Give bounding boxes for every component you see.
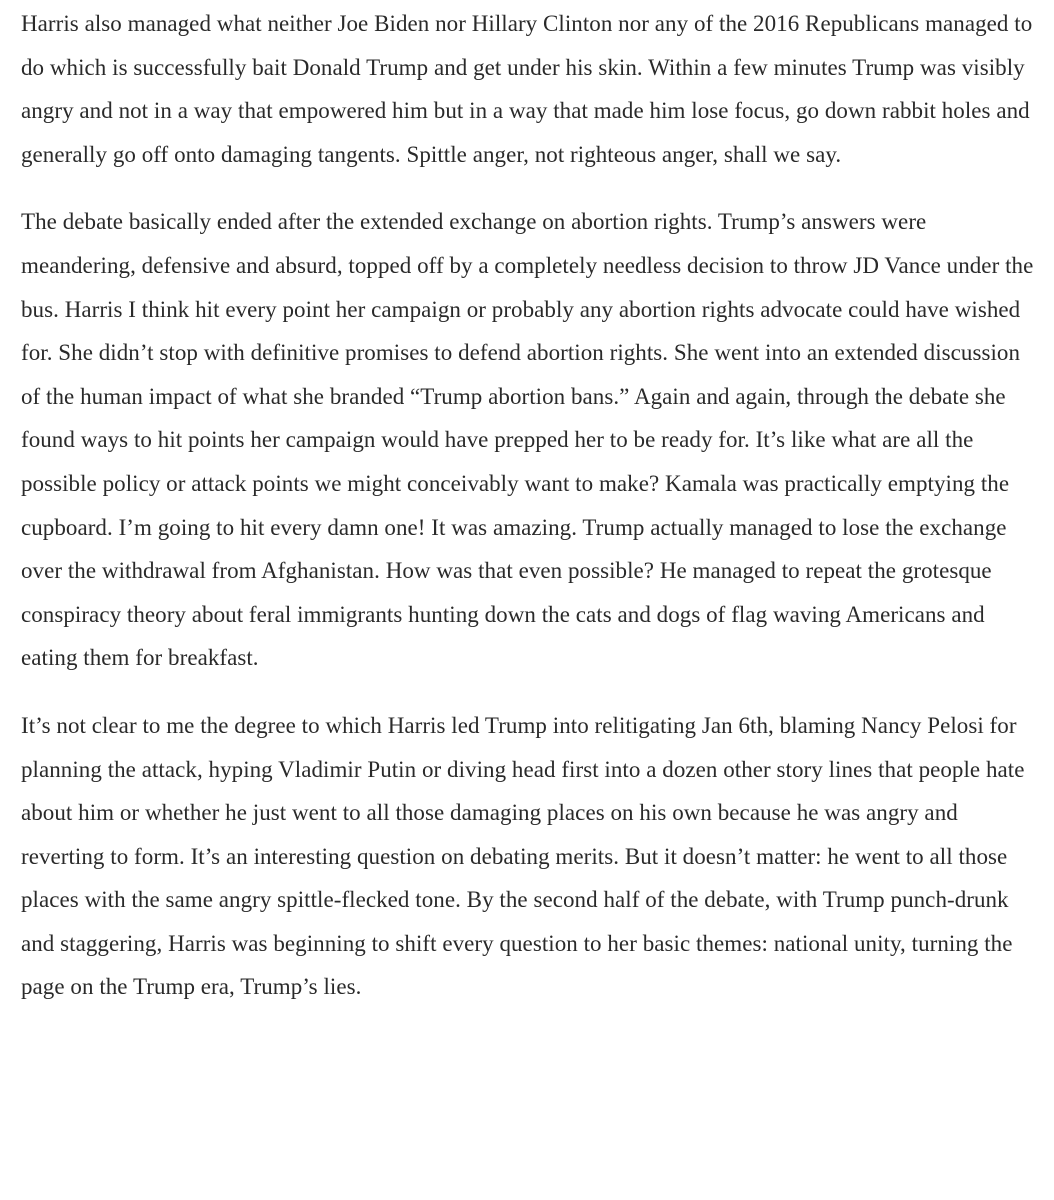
article-paragraph-3: It’s not clear to me the degree to which Harris led Trump into relitigating Jan 6th, blaming Nancy Pelosi for planning the attack, hyping Vladimir Putin or diving head first into a dozen other story lines that people hate about him or whether he just went to all those damaging places on his own because he was angry and reverting to form. It’s an interesting question on debating merits. But it doesn’t matter: he went to all those places with the same angry spittle-flecked tone. By the second half of the debate, with Trump punch-drunk and staggering, Harris was beginning to shift every question to her basic themes: national unity, turning the page on the Trump era, Trump’s lies.: [21, 712, 1025, 1000]
article-paragraph-1: Harris also managed what neither Joe Biden nor Hillary Clinton nor any of the 2016 Republicans managed to do which is successfully bait Donald Trump and get under his skin. Within a few minutes Trump was visibly angry and not in a way that empowered him but in a way that made him lose focus, go down rabbit holes and generally go off onto damaging tangents. Spittle anger, not righteous anger, shall we say.: [21, 11, 1033, 167]
article-paragraph-2: The debate basically ended after the extended exchange on abortion rights. Trump’s answers were meandering, defensive and absurd, topped off by a completely needless decision to throw JD Vance under the bus. Harris I think hit every point her campaign or probably any abortion rights advocate could have wished for. She didn’t stop with definitive promises to defend abortion rights. She went into an extended discussion of the human impact of what she branded “Trump abortion bans.” Again and again, through the debate she found ways to hit points her campaign would have prepped her to be ready for. It’s like what are all the possible policy or attack points we might conceivably want to make? Kamala was practically emptying the cupboard. I’m going to hit every damn one! It was amazing. Trump actually managed to lose the exchange over the withdrawal from Afghanistan. How was that even possible? He managed to repeat the grotesque conspiracy theory about feral immigrants hunting down the cats and dogs of flag waving Americans and eating them for breakfast.: [21, 209, 1034, 671]
